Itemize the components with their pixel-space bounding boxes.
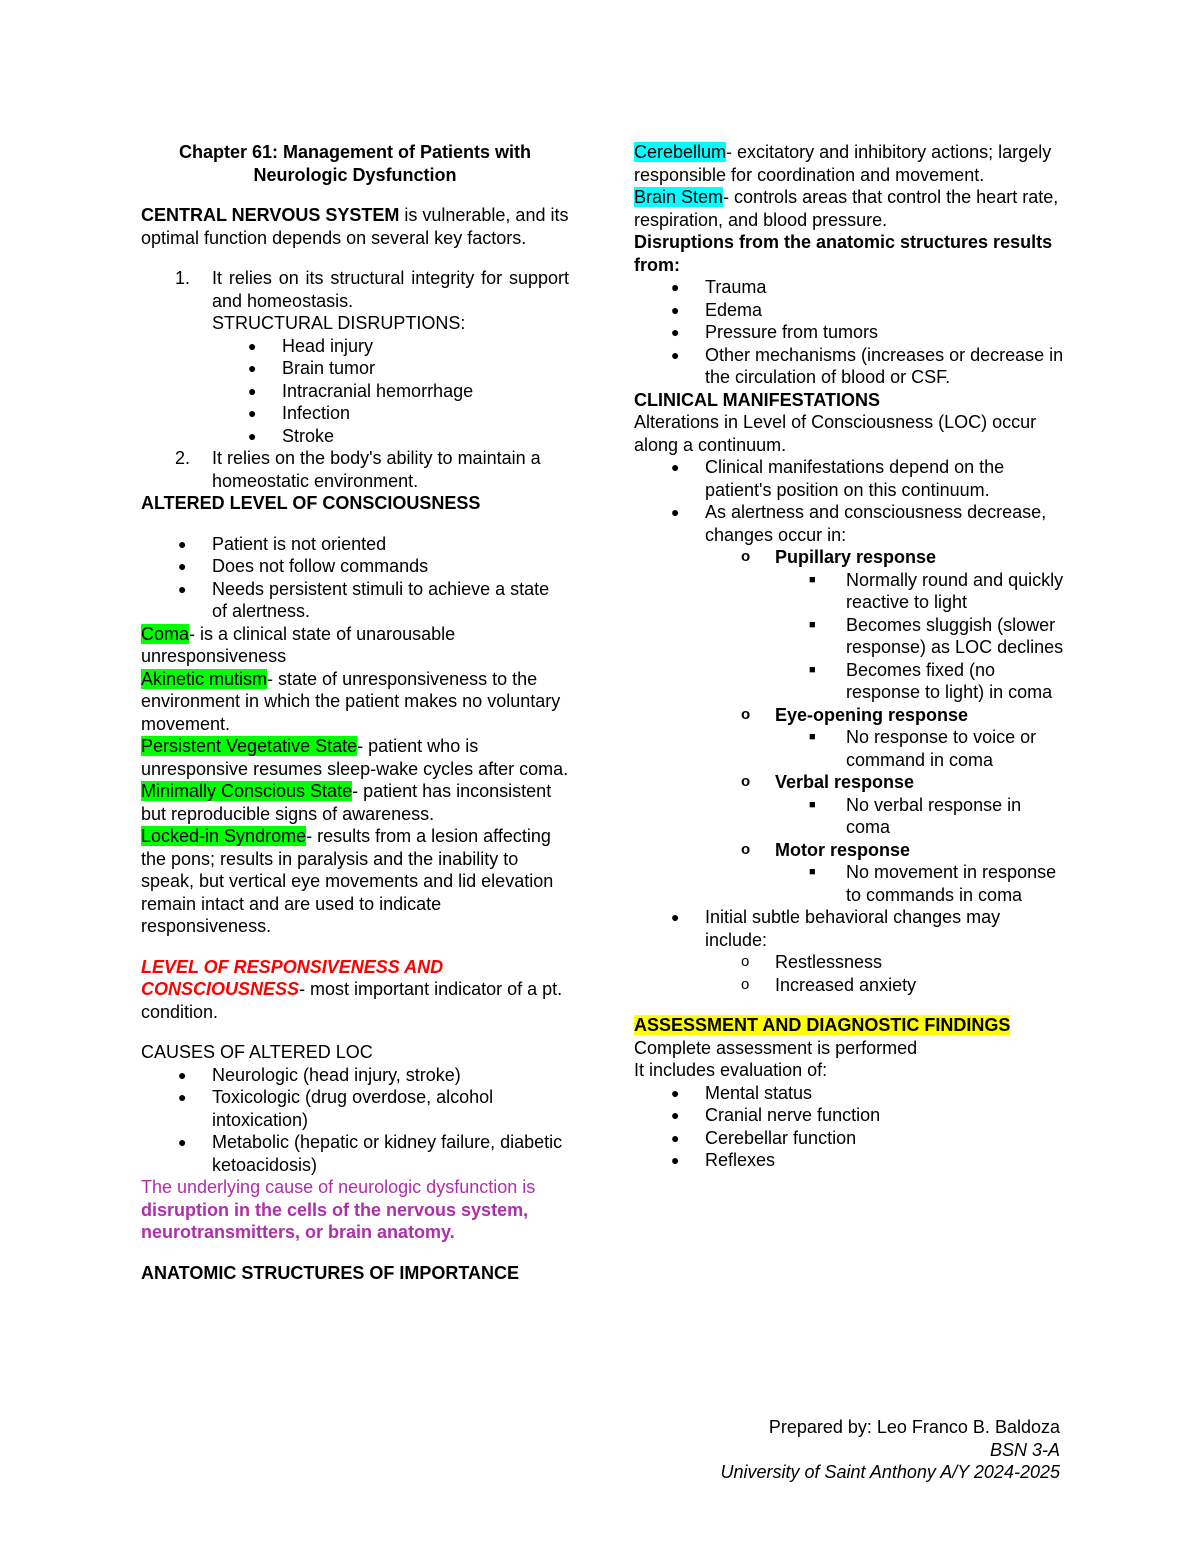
- anatomic-heading: ANATOMIC STRUCTURES OF IMPORTANCE: [141, 1262, 519, 1283]
- bullet-dot-icon: ●: [671, 909, 680, 925]
- disruptions-list: [634, 276, 1064, 389]
- list-item: ● Neurologic (head injury, stroke): [178, 1064, 461, 1085]
- causes-heading: CAUSES OF ALTERED LOC: [141, 1042, 373, 1062]
- list-item: ■ Becomes sluggish (slower response) as LOC declines: [809, 614, 1064, 657]
- list-item: ● Metabolic (hepatic or kidney failure, diabetic ketoacidosis): [178, 1132, 563, 1175]
- assessment-list: [634, 1082, 1064, 1172]
- school-label: University of Saint Anthony A/Y 2024-2025: [720, 1462, 1060, 1482]
- list-item: ● Stroke: [248, 425, 335, 446]
- bullet-circle-icon: o: [741, 953, 750, 970]
- clinical-heading: CLINICAL MANIFESTATIONS: [634, 389, 880, 410]
- clinical-list: [634, 456, 1064, 996]
- list-item: ● Head injury: [248, 335, 374, 356]
- list-item: ● Initial subtle behavioral changes may include:: [671, 907, 1001, 950]
- prepared-by: Prepared by: Leo Franco B. Baldoza: [768, 1417, 1060, 1437]
- bullet-dot-icon: ●: [671, 1084, 680, 1101]
- bullet-dot-icon: ●: [671, 279, 680, 295]
- list-item: ● Patient is not oriented: [178, 533, 387, 554]
- list-item: o Eye-opening response: [741, 704, 969, 725]
- list-item: ● Cranial nerve function: [671, 1105, 881, 1125]
- list-item: ■ Normally round and quickly reactive to light: [809, 569, 1064, 612]
- brainstem-paragraph: Brain Stem- controls areas that control the heart rate, respiration, and blood pressure.: [634, 187, 1059, 230]
- bullet-dot-icon: ●: [671, 1152, 680, 1168]
- bullet-circle-icon: o: [741, 975, 750, 993]
- bullet-square-icon: ■: [809, 866, 816, 878]
- bullet-dot-icon: ●: [671, 324, 680, 340]
- list-item: o Motor response: [741, 839, 911, 860]
- bullet-dot-icon: ●: [671, 1129, 680, 1146]
- left-column: [141, 141, 569, 1284]
- cerebellum-paragraph: Cerebellum- excitatory and inhibitory actions; largely responsible for coordination and movement.: [634, 142, 1052, 185]
- bullet-dot-icon: ●: [671, 459, 680, 475]
- list-item: o Pupillary response: [741, 547, 937, 567]
- list-item: ■ No response to voice or command in coma: [809, 727, 1037, 770]
- bullet-circle-icon: o: [741, 705, 751, 723]
- structural-label: STRUCTURAL DISRUPTIONS:: [212, 313, 466, 333]
- chapter-title: Chapter 61: Management of Patients with Neurologic Dysfunction: [178, 142, 532, 185]
- list-item: ■ No verbal response in coma: [809, 794, 1022, 837]
- causes-list: [141, 1064, 569, 1177]
- underlying-paragraph: The underlying cause of neurologic dysfunction is disruption in the cells of the nervous system, neurotransmitters, or brain anatomy.: [141, 1177, 536, 1242]
- assessment-heading: ASSESSMENT AND DIAGNOSTIC FINDINGS: [634, 1015, 1011, 1035]
- list-item: ● Edema: [671, 299, 763, 320]
- definition-mcs: Minimally Conscious State- patient has inconsistent but reproducible signs of awareness.: [141, 781, 552, 824]
- altered-heading: ALTERED LEVEL OF CONSCIOUSNESS: [141, 493, 481, 513]
- list-item: ● Does not follow commands: [178, 556, 429, 576]
- list-item: ● Intracranial hemorrhage: [248, 380, 474, 401]
- list-item: ● Infection: [248, 403, 351, 423]
- bullet-square-icon: ■: [809, 573, 816, 586]
- clinical-intro: Alterations in Level of Consciousness (LOC) occur along a continuum.: [634, 412, 1037, 455]
- bullet-dot-icon: ●: [248, 337, 257, 354]
- list-item: ● Trauma: [671, 277, 767, 297]
- assessment-line-2: It includes evaluation of:: [634, 1060, 828, 1080]
- bullet-circle-icon: o: [741, 773, 751, 790]
- bullet-dot-icon: ●: [178, 535, 187, 552]
- bullet-circle-icon: o: [741, 840, 751, 858]
- bullet-dot-icon: ●: [178, 1134, 187, 1150]
- assessment-line-1: Complete assessment is performed: [634, 1037, 918, 1058]
- list-item: ■ No movement in response to commands in coma: [809, 862, 1057, 905]
- bullet-dot-icon: ●: [178, 558, 187, 574]
- section-label: BSN 3-A: [989, 1439, 1060, 1460]
- numbered-item-2: 2. It relies on the body's ability to maintain a homeostatic environment.: [175, 448, 541, 491]
- list-item: ● Other mechanisms (increases or decrease in the circulation of blood or CSF.: [671, 344, 1064, 387]
- bullet-dot-icon: ●: [248, 382, 257, 399]
- list-item: ● Mental status: [671, 1082, 813, 1103]
- numbered-item-1: 1. It relies on its structural integrity for support and homeostasis. STRUCTURAL DISRUPTIONS:: [175, 268, 569, 333]
- list-item: o Increased anxiety: [741, 974, 917, 995]
- bullet-dot-icon: ●: [671, 346, 680, 363]
- bullet-dot-icon: ●: [248, 360, 257, 376]
- definition-akinetic: Akinetic mutism- state of unresponsiveness to the environment in which the patient makes no voluntary movement.: [141, 668, 561, 734]
- disruptions-heading: Disruptions from the anatomic structures results from:: [634, 232, 1053, 275]
- list-item: ● Brain tumor: [248, 358, 376, 378]
- lor-paragraph: LEVEL OF RESPONSIVENESS AND CONSCIOUSNESS- most important indicator of a pt. condition.: [141, 956, 563, 1022]
- list-item: ● Pressure from tumors: [671, 322, 879, 342]
- structural-list: [141, 335, 569, 448]
- list-item: ● Cerebellar function: [671, 1127, 857, 1148]
- list-item: ● Toxicologic (drug overdose, alcohol intoxication): [178, 1087, 494, 1130]
- bullet-circle-icon: o: [741, 548, 751, 565]
- page-footer: [720, 1416, 1060, 1484]
- list-item: ■ Becomes fixed (no response to light) in coma: [809, 659, 1053, 702]
- bullet-dot-icon: ●: [671, 1107, 680, 1123]
- bullet-square-icon: ■: [809, 618, 816, 631]
- bullet-dot-icon: ●: [671, 301, 680, 318]
- bullet-square-icon: ■: [809, 798, 816, 811]
- bullet-square-icon: ■: [809, 663, 816, 676]
- definition-coma: Coma- is a clinical state of unarousable unresponsiveness: [141, 623, 456, 666]
- list-item: o Restlessness: [741, 952, 883, 972]
- list-item: ● Clinical manifestations depend on the patient's position on this continuum.: [671, 457, 1005, 500]
- bullet-dot-icon: ●: [671, 504, 680, 520]
- bullet-dot-icon: ●: [178, 580, 187, 597]
- definition-locked-in: Locked-in Syndrome- results from a lesion affecting the pons; results in paralysis and the inability to speak, but vertical eye movements and lid elevation remain intact and are used to indicate responsiveness.: [141, 826, 554, 936]
- right-column: [634, 141, 1064, 1172]
- bullet-dot-icon: ●: [178, 1089, 187, 1105]
- cns-paragraph: CENTRAL NERVOUS SYSTEM is vulnerable, and its optimal function depends on several key factors.: [141, 205, 569, 248]
- bullet-dot-icon: ●: [248, 405, 257, 421]
- list-item: o Verbal response: [741, 772, 915, 792]
- bullet-dot-icon: ●: [248, 427, 257, 444]
- list-item: ● Needs persistent stimuli to achieve a state of alertness.: [178, 578, 550, 621]
- altered-list: [141, 533, 569, 623]
- list-item: ● Reflexes: [671, 1150, 776, 1170]
- bullet-dot-icon: ●: [178, 1066, 187, 1083]
- list-item: ● As alertness and consciousness decrease, changes occur in:: [671, 502, 1047, 545]
- bullet-square-icon: ■: [809, 731, 816, 743]
- definition-pvs: Persistent Vegetative State- patient who is unresponsive resumes sleep-wake cycles after coma.: [141, 736, 569, 779]
